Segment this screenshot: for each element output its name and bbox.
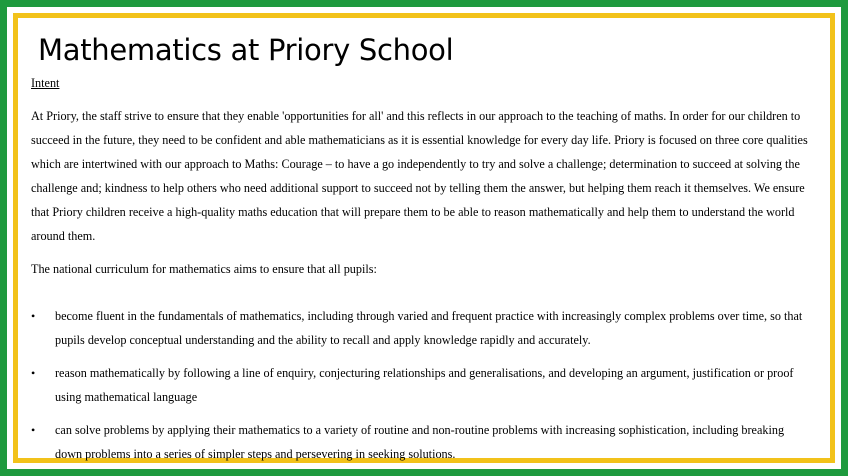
- intent-paragraph: At Priory, the staff strive to ensure that they enable 'opportunities for all' and this reflects in our approach to the teaching of maths. In order for our children to succeed in the future, they need to be confident and able mathematicians as it is essential knowledge for every day life. Priory is focused on three core qualities which are intertwined with our approach to Maths: Courage – to have a go independently to try and solve a challenge; determination to succeed at solving the challenge and; kindness to help others who need additional support to succeed not by telling them the answer, but helping them reach it themselves. We ensure that Priory children receive a high-quality maths education that will prepare them to be able to reason mathematically and help them to understand the world around them.: [31, 109, 808, 243]
- aims-list: [31, 304, 811, 475]
- bullet-icon: •: [31, 366, 36, 380]
- curriculum-intro: The national curriculum for mathematics aims to ensure that all pupils:: [31, 262, 377, 276]
- inner-yellow-border: [13, 13, 835, 463]
- bullet-icon: •: [31, 423, 36, 437]
- bullet-icon: •: [31, 309, 36, 323]
- intent-heading: Intent: [31, 76, 60, 90]
- aim-item-reasoning: [31, 361, 811, 409]
- document-content: [38, 32, 828, 68]
- page-title: Mathematics at Priory School: [38, 33, 454, 67]
- aim-text: can solve problems by applying their mathematics to a variety of routine and non-routine problems with increasing sophistication, including breaking down problems into a series of simpler steps and persevering in seeking solutions.: [55, 423, 785, 461]
- aim-text: reason mathematically by following a line of enquiry, conjecturing relationships and generalisations, and developing an argument, justification or proof using mathematical language: [55, 366, 794, 404]
- aim-item-fluency: [31, 304, 811, 352]
- aim-text: become fluent in the fundamentals of mathematics, including through varied and frequent practice with increasingly complex problems over time, so that pupils develop conceptual understanding and the ability to recall and apply knowledge rapidly and accurately.: [55, 309, 803, 347]
- aim-item-problem-solving: [31, 418, 811, 466]
